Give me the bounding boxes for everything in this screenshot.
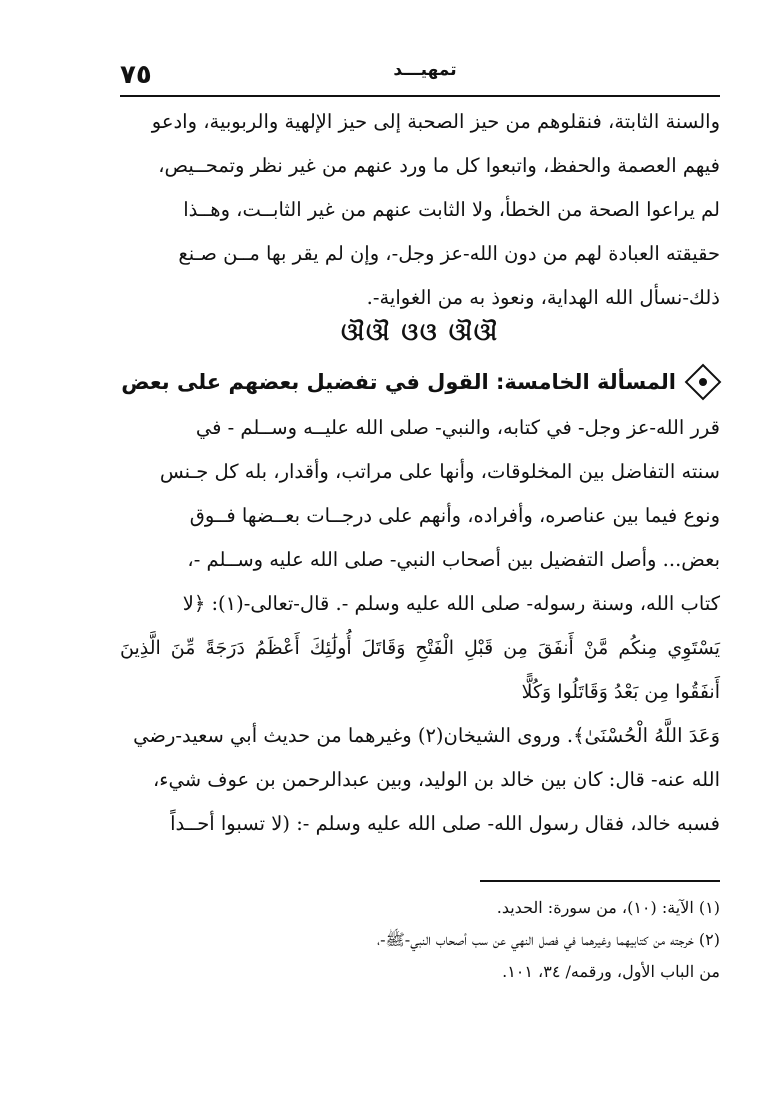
footnote-2: (٢) خرجته من كتابيهما وغيرهما في فصل النهي عن سب أصحاب النبي-ﷺ-، <box>377 930 720 949</box>
text-line: والسنة الثابتة، فنقلوهم من حيز الصحبة إلى حيز الإلهية والربوبية، وادعو <box>151 110 720 133</box>
quran-verse-line: يَسْتَوِي مِنكُم مَّنْ أَنفَقَ مِن قَبْلِ الْفَتْحِ وَقَاتَلَ أُولَٰئِكَ أَعْظَمُ دَرَجَةً مِّنَ الَّذِينَ أَنفَقُوا مِن بَعْدُ وَقَاتَلُوا وَكُلًّا <box>120 637 720 703</box>
intro-paragraph <box>120 100 720 320</box>
section-heading <box>120 362 720 402</box>
section-title: المسألة الخامسة: القول في تفضيل بعضهم على بعض <box>121 370 676 394</box>
text-line: فيهم العصمة والحفظ، واتبعوا كل ما ورد عنهم من غير نظر وتمحــيص، <box>158 154 720 177</box>
footnotes <box>120 892 720 988</box>
text-line: وَعَدَ اللَّهُ الْحُسْنَىٰ﴾. وروى الشيخان(٢) وغيرهما من حديث أبي سعيد-رضي <box>133 724 720 747</box>
text-line: ذلك-نسأل الله الهداية، ونعوذ به من الغواية-. <box>366 286 720 309</box>
page-header <box>120 60 720 90</box>
text-line: حقيقته العبادة لهم من دون الله-عز وجل-، وإن لم يقر بها مــن صـنع <box>178 242 720 265</box>
running-title: تمهيـــد <box>393 60 457 80</box>
text-line: لم يراعوا الصحة من الخطأ، ولا الثابت عنهم من غير الثابــت، وهــذا <box>183 198 720 221</box>
footnote-rule <box>480 880 720 882</box>
footnote-1: (١) الآية: (١٠)، من سورة: الحديد. <box>496 898 720 917</box>
header-rule <box>120 95 720 97</box>
text-line: فسبه خالد، فقال رسول الله- صلى الله عليه وسلم -: (لا تسبوا أحــداً <box>170 812 720 835</box>
footnote-2-continued: من الباب الأول، ورقمه/ ٣٤، ١٠١. <box>502 962 720 981</box>
section-divider-ornament: ଔଔ ଓଓ ଔଔ <box>341 318 499 346</box>
text-line: الله عنه- قال: كان بين خالد بن الوليد، وبين عبدالرحمن بن عوف شيء، <box>152 768 720 791</box>
text-line: كتاب الله، وسنة رسوله- صلى الله عليه وسلم -. قال-تعالى-(١): ﴿لا <box>182 592 720 615</box>
text-line: قرر الله-عز وجل- في كتابه، والنبي- صلى الله عليــه وســلم - في <box>195 416 720 439</box>
text-line: ونوع فيما بين عناصره، وأفراده، وأنهم على درجــات بعــضها فــوق <box>189 504 720 527</box>
section-paragraph <box>120 406 720 846</box>
diamond-icon <box>685 364 722 401</box>
text-line: سنته التفاضل بين المخلوقات، وأنها على مراتب، وأقدار، بله كل جـنس <box>159 460 720 483</box>
page-number: ٧٥ <box>120 60 152 90</box>
text-line: بعض... وأصل التفضيل بين أصحاب النبي- صلى الله عليه وســلم -، <box>187 548 720 571</box>
